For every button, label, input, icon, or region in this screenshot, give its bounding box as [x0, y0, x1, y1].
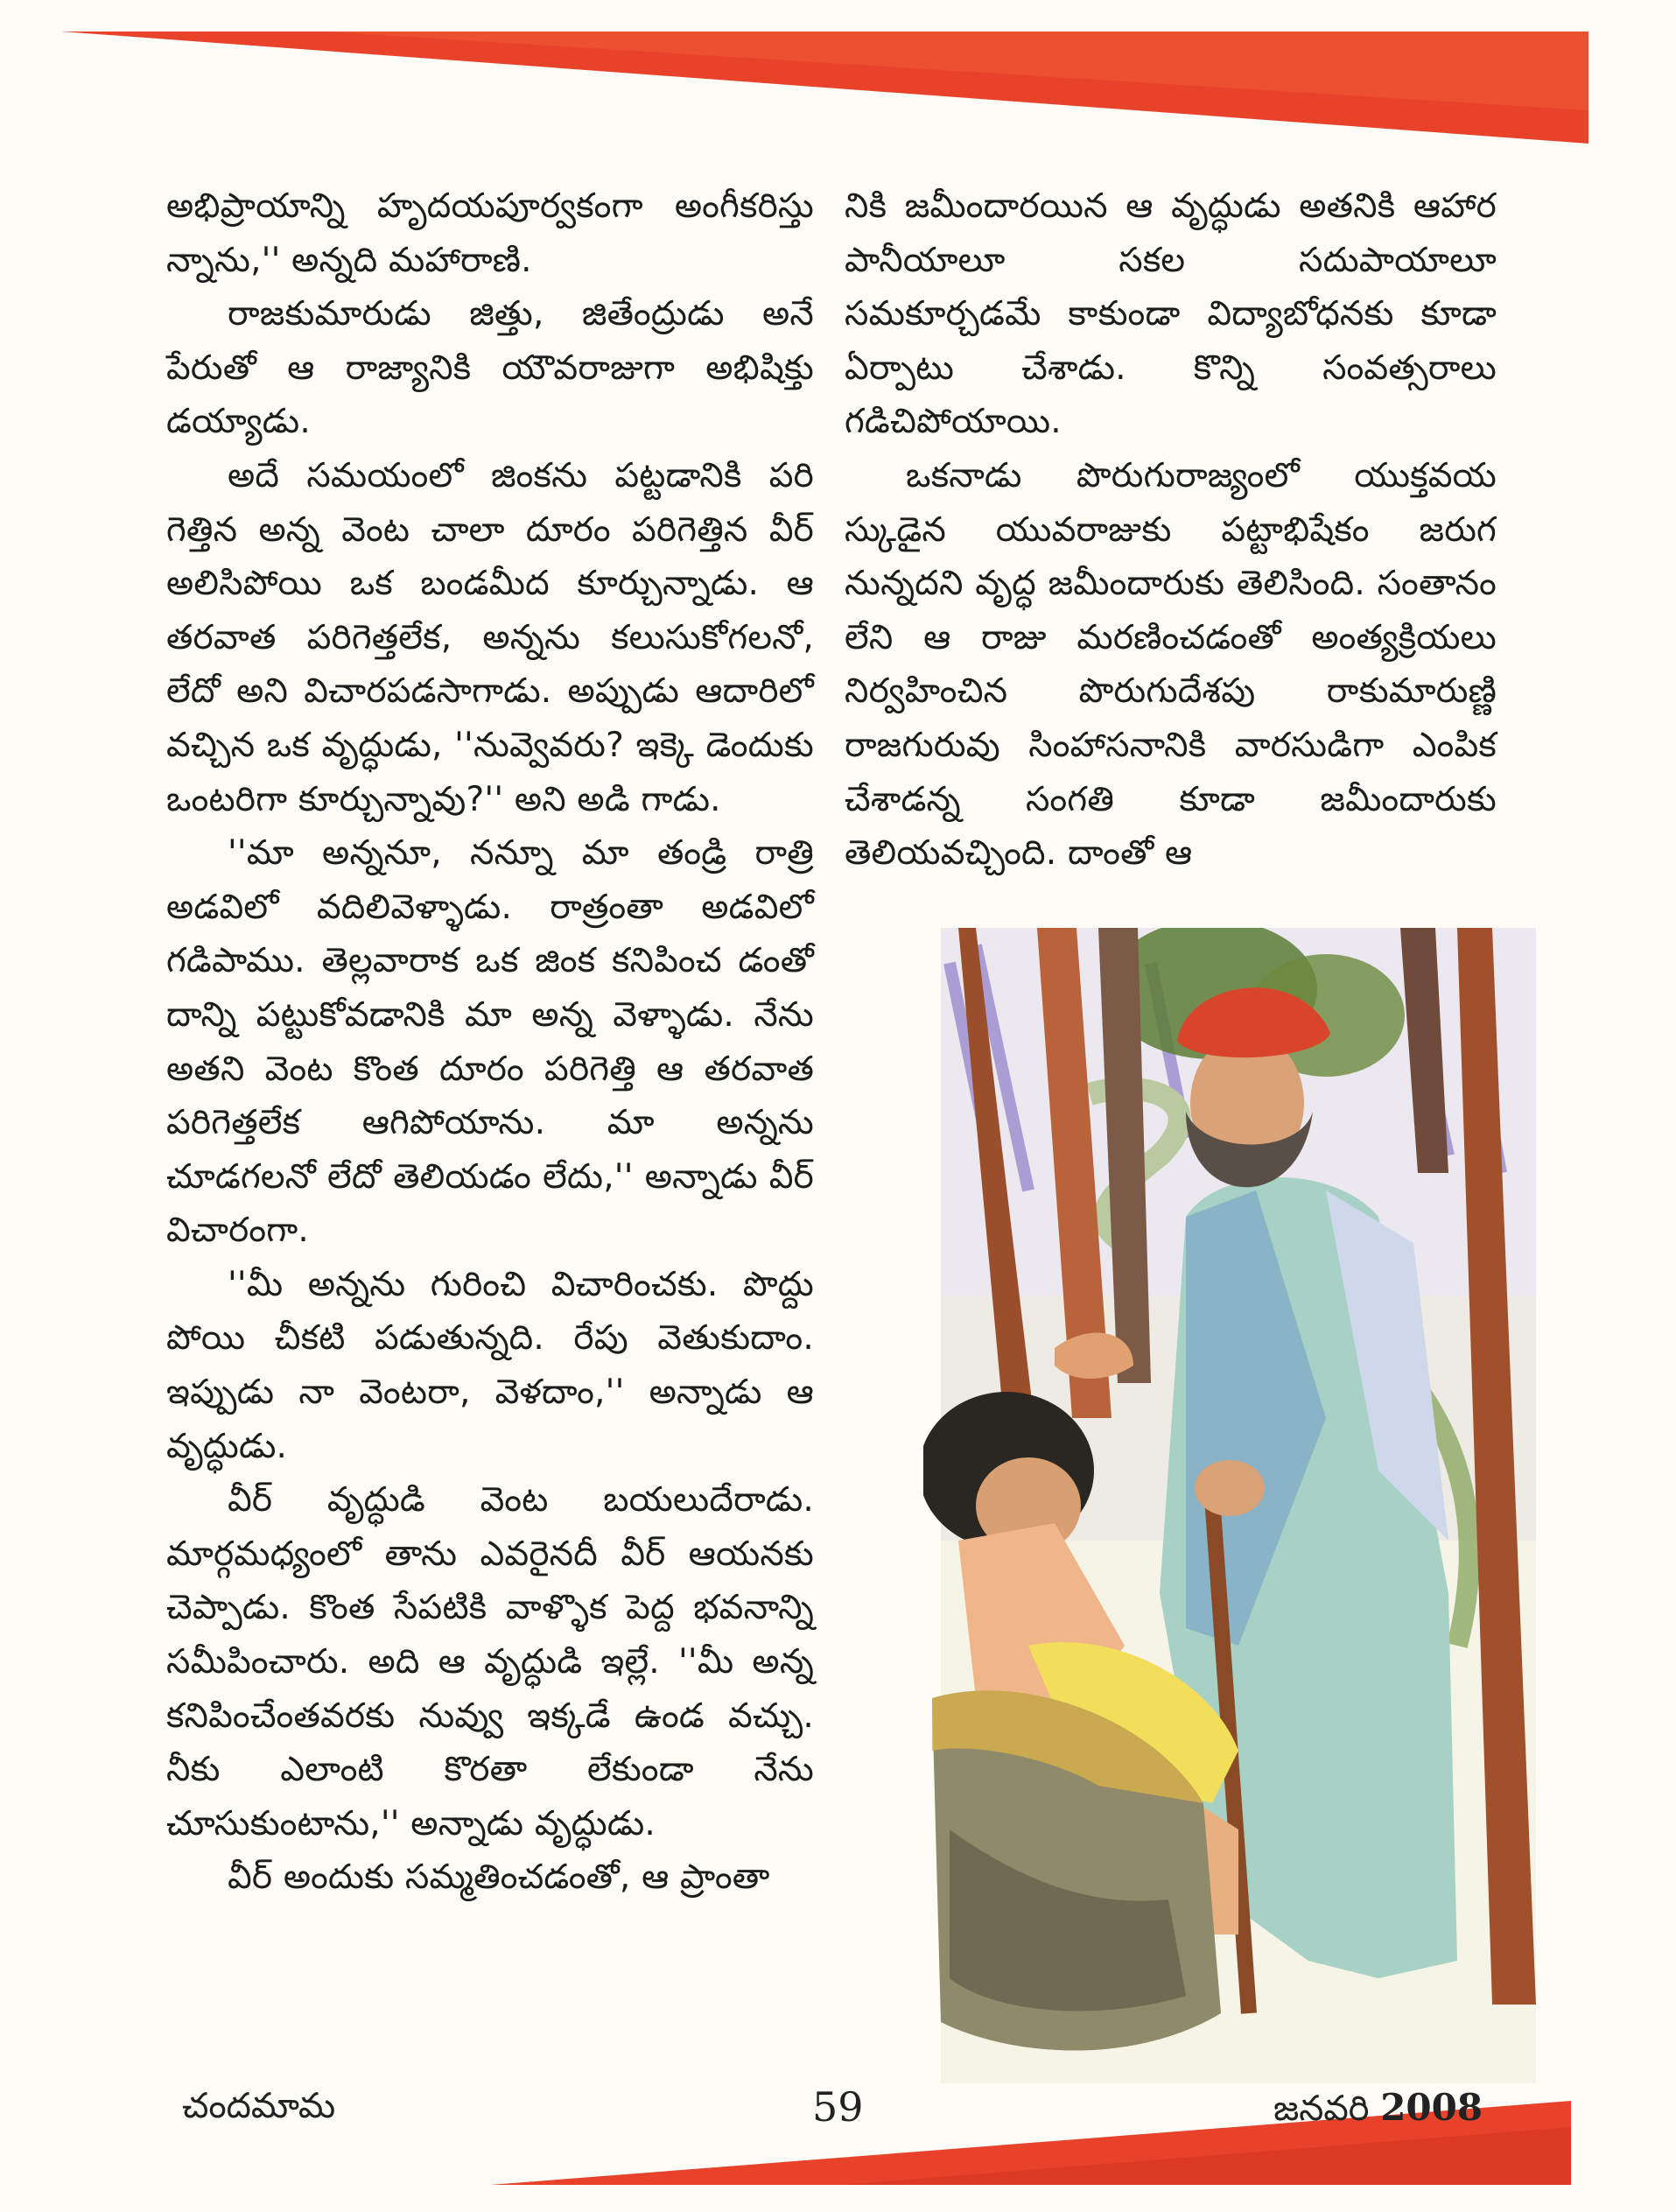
page-number: 59: [812, 2083, 864, 2131]
left-paragraph-1: అభిప్రాయాన్ని హృదయపూర్వకంగా అంగీకరిస్తు న్నాను,'' అన్నది మహారాణి.: [166, 186, 814, 280]
footer-month: జనవరి: [1273, 2089, 1370, 2129]
right-paragraph-1: నికి జమీందారయిన ఆ వృద్ధుడు అతనికి ఆహార పానీయాలూ సకల సదుపాయాలూ సమకూర్చడమే కాకుండా విద్యాబోధనకు కూడా ఏర్పాటు చేశాడు. కొన్ని సంవత్సరాలు గడిచిపోయాయి.: [845, 186, 1497, 442]
top-banner: [61, 32, 1588, 144]
left-paragraph-5: ''మీ అన్నను గురించి విచారించకు. పొద్దు పోయి చీకటి పడుతున్నది. రేపు వెతుకుదాం. ఇప్పుడు నా వెంటరా, వెళదాం,'' అన్నాడు ఆ వృద్ధుడు.: [166, 1264, 814, 1466]
left-paragraph-7: వీర్ అందుకు సమ్మతించడంతో, ఆ ప్రాంతా: [228, 1857, 770, 1898]
left-column: [166, 179, 814, 1905]
right-paragraph-2: ఒకనాడు పొరుగురాజ్యంలో యుక్తవయ స్కుడైన యువరాజుకు పట్టాభిషేకం జరుగ నున్నదని వృద్ధ జమీందారుకు తెలిసింది. సంతానం లేని ఆ రాజు మరణించడంతో అంత్యక్రియలు నిర్వహించిన పొరుగుదేశపు రాకుమారుణ్ణి రాజగురువు సింహాసనానికి వారసుడిగా ఎంపిక చేశాడన్న సంగతి కూడా జమీందారుకు తెలియవచ్చింది. దాంతో ఆ: [845, 455, 1497, 874]
left-paragraph-6: వీర్ వృద్ధుడి వెంట బయలుదేరాడు. మార్గమధ్యంలో తాను ఎవరైనదీ వీర్ ఆయనకు చెప్పాడు. కొంత సేపటికి వాళ్ళొక పెద్ద భవనాన్ని సమీపించారు. అది ఆ వృద్ధుడి ఇల్లే. ''మీ అన్న కనిపించేంతవరకు నువ్వు ఇక్కడే ఉండ వచ్చు. నీకు ఎలాంటి కొరతా లేకుండా నేను చూసుకుంటాను,'' అన్నాడు వృద్ధుడు.: [166, 1480, 814, 1843]
story-illustration: [923, 928, 1553, 2096]
footer-magazine-name: చందమామ: [182, 2086, 336, 2126]
left-paragraph-2: రాజకుమారుడు జిత్తు, జితేంద్రుడు అనే పేరుతో ఆ రాజ్యానికి యౌవరాజుగా అభిషిక్తు డయ్యాడు.: [166, 294, 814, 442]
left-paragraph-4: ''మా అన్ననూ, నన్నూ మా తండ్రి రాత్రి అడవిలో వదిలివెళ్ళాడు. రాత్రంతా అడవిలో గడిపాము. తెల్లవారాక ఒక జింక కనిపించ డంతో దాన్ని పట్టుకోవడానికి మా అన్న వెళ్ళాడు. నేను అతని వెంట కొంత దూరం పరిగెత్తి ఆ తరవాత పరిగెత్తలేక ఆగిపోయాను. మా అన్నను చూడగలనో లేదో తెలియడం లేదు,'' అన్నాడు వీర్ విచారంగా.: [166, 833, 814, 1251]
footer-year: 2008: [1380, 2086, 1483, 2129]
footer-date: [1273, 2086, 1483, 2138]
right-column: [845, 179, 1497, 881]
left-paragraph-3: అదే సమయంలో జింకను పట్టడానికి పరి గెత్తిన అన్న వెంట చాలా దూరం పరిగెత్తిన వీర్ అలిసిపోయి ఒక బండమీద కూర్చున్నాడు. ఆ తరవాత పరిగెత్తలేక, అన్నను కలుసుకోగలనో, లేదో అని విచారపడసాగాడు. అప్పుడు ఆదారిలో వచ్చిన ఒక వృద్ధుడు, ''నువ్వెవరు? ఇక్కె డెందుకు ఒంటరిగా కూర్చున్నావు?'' అని అడి గాడు.: [166, 455, 814, 819]
